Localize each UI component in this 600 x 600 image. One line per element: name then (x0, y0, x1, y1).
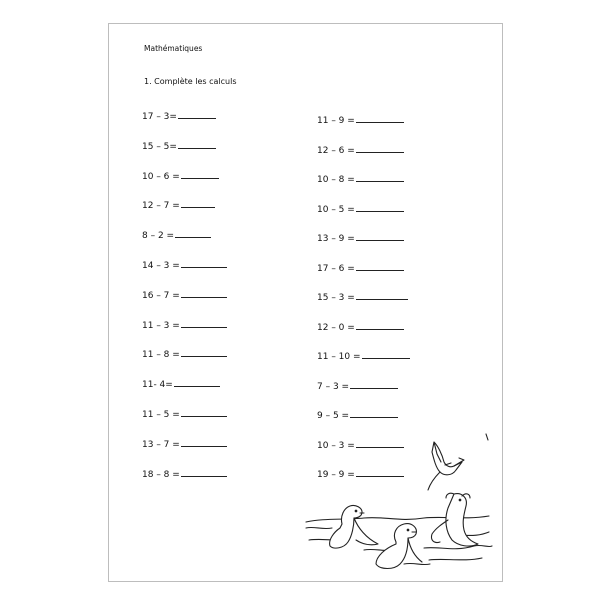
calculation-item (317, 114, 404, 127)
calculation-item (317, 321, 404, 334)
seal-left-icon (330, 505, 378, 548)
calculation-text: 17 – 3= (142, 112, 177, 122)
worksheet-page (108, 23, 503, 582)
calculation-text: 16 – 7 = (142, 290, 180, 301)
calculation-item (317, 173, 404, 186)
answer-blank[interactable] (181, 289, 227, 298)
answer-blank[interactable] (356, 203, 404, 212)
calculation-text: 12 – 6 = (317, 145, 355, 156)
answer-blank[interactable] (181, 199, 215, 208)
seal-right-icon (431, 493, 478, 546)
calculation-item (317, 262, 404, 275)
calculation-text: 10 – 3 = (317, 440, 355, 451)
answer-blank[interactable] (350, 380, 398, 389)
calculation-item (142, 319, 227, 332)
calculation-text: 11 – 3 = (142, 320, 180, 331)
calculation-text: 13 – 7 = (142, 439, 180, 450)
calculation-text: 12 – 7 = (142, 201, 180, 212)
calculation-item (317, 409, 398, 422)
answer-blank[interactable] (356, 144, 404, 153)
calculation-item (142, 289, 227, 302)
answer-blank[interactable] (181, 348, 227, 357)
answer-blank[interactable] (174, 378, 220, 387)
seagull-icon (428, 434, 488, 490)
answer-blank[interactable] (178, 140, 216, 149)
exercise-title: 1. Complète les calculs (144, 77, 237, 86)
answer-blank[interactable] (181, 259, 227, 268)
calculation-item (317, 203, 404, 216)
calculation-item (317, 350, 410, 363)
seals-seagull-illustration-icon (304, 432, 494, 572)
answer-blank[interactable] (181, 438, 227, 447)
calculation-text: 8 – 2 = (142, 231, 175, 242)
calculation-item (142, 348, 227, 361)
calculation-text: 11- 4= (142, 380, 173, 391)
answer-blank[interactable] (181, 319, 227, 328)
calculation-item (317, 291, 408, 304)
calculation-item (142, 259, 227, 272)
calculation-text: 11 – 10 = (317, 352, 361, 362)
calculation-item (142, 229, 211, 242)
calculation-text: 12 – 0 = (317, 322, 355, 333)
calculation-text: 13 – 9 = (317, 234, 355, 244)
calculation-text: 17 – 6 = (317, 263, 355, 274)
answer-blank[interactable] (350, 409, 398, 418)
seal-middle-icon (376, 524, 422, 569)
answer-blank[interactable] (181, 468, 227, 477)
calculation-item (142, 199, 215, 212)
calculation-item (142, 110, 216, 123)
answer-blank[interactable] (356, 173, 404, 182)
calculation-text: 10 – 6 = (142, 171, 180, 182)
subject-title: Mathématiques (144, 44, 203, 53)
calculation-item (142, 438, 227, 451)
calculation-text: 19 – 9 = (317, 470, 355, 480)
calculation-text: 18 – 8 = (142, 469, 180, 480)
calculation-item (142, 170, 219, 183)
answer-blank[interactable] (356, 262, 404, 271)
answer-blank[interactable] (181, 408, 227, 417)
answer-blank[interactable] (175, 229, 211, 238)
calculation-text: 10 – 8 = (317, 175, 355, 185)
calculation-text: 11 – 9 = (317, 116, 355, 126)
calculation-text: 7 – 3 = (317, 381, 350, 392)
answer-blank[interactable] (181, 170, 219, 179)
calculation-text: 15 – 3 = (317, 293, 355, 303)
calculation-item (317, 380, 398, 393)
calculation-item (142, 140, 216, 153)
calculation-text: 14 – 3 = (142, 261, 180, 271)
calculation-text: 10 – 5 = (317, 204, 355, 215)
calculation-text: 11 – 8 = (142, 350, 180, 361)
calculation-item (142, 378, 220, 391)
answer-blank[interactable] (362, 350, 410, 359)
calculation-text: 9 – 5 = (317, 411, 350, 421)
answer-blank[interactable] (356, 321, 404, 330)
answer-blank[interactable] (356, 114, 404, 123)
answer-blank[interactable] (178, 110, 216, 119)
calculation-text: 11 – 5 = (142, 410, 180, 420)
answer-blank[interactable] (356, 232, 404, 241)
calculation-item (142, 408, 227, 421)
calculation-text: 15 – 5= (142, 141, 177, 152)
calculation-item (142, 468, 227, 481)
calculation-item (317, 232, 404, 245)
calculation-item (317, 144, 404, 157)
answer-blank[interactable] (356, 291, 408, 300)
